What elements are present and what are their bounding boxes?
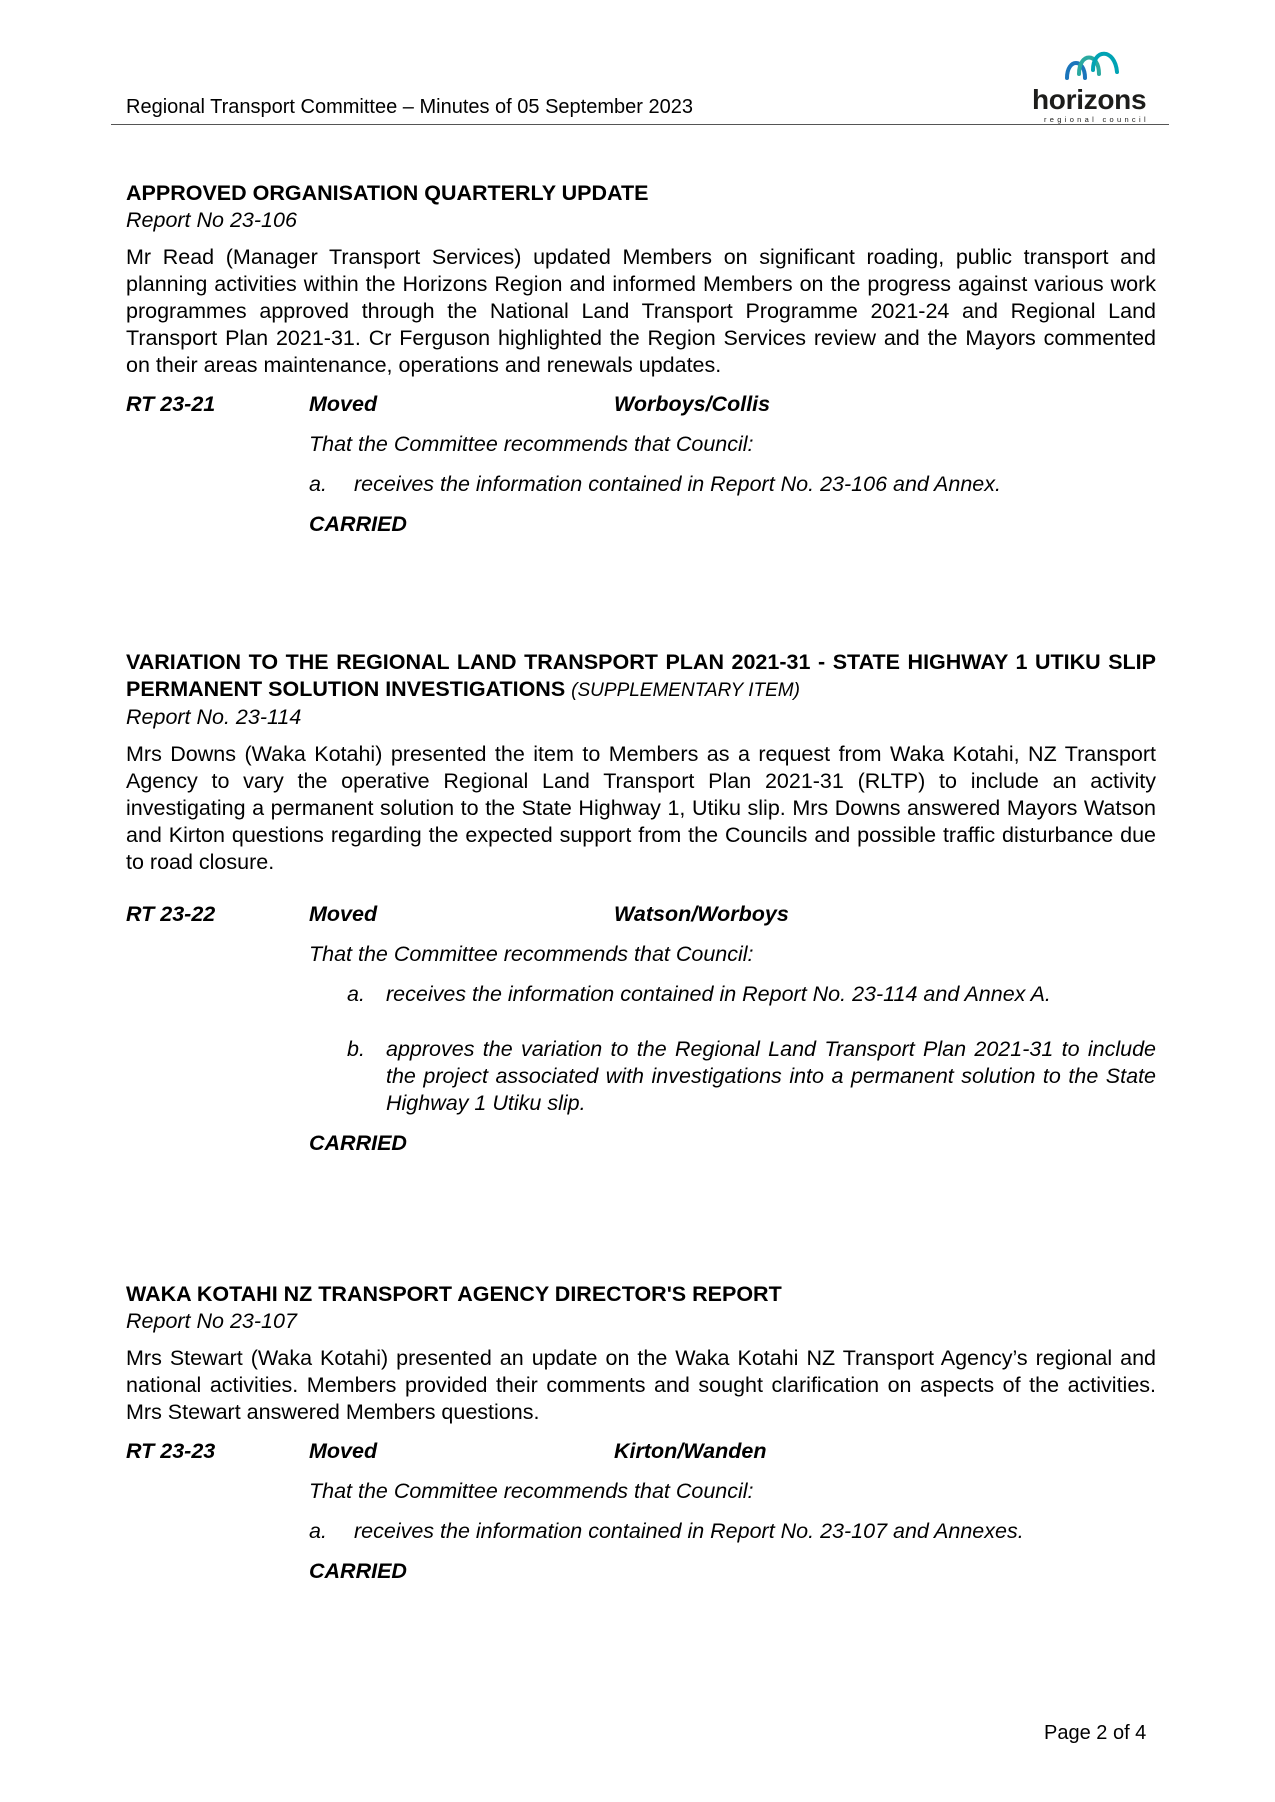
section-paragraph: Mrs Stewart (Waka Kotahi) presented an update on the Waka Kotahi NZ Transport Agency’s regional and national activities. Members provided their comments and sought clarification on aspects of the activities. Mrs Stewart answered Members questions.: [126, 1346, 1156, 1424]
section-heading: [126, 649, 1156, 704]
motion-row: [126, 391, 1156, 418]
section-paragraph: Mrs Downs (Waka Kotahi) presented the item to Members as a request from Waka Kotahi, NZ Transport Agency to vary the operative Regional Land Transport Plan 2021-31 (RLTP) to include an activity investigating a permanent solution to the State Highway 1, Utiku slip. Mrs Downs answered Mayors Watson and Kirton questions regarding the expected support from the Councils and possible traffic disturbance due to road closure.: [126, 742, 1156, 874]
page-number: Page 2 of 4: [1044, 1722, 1147, 1744]
motion-recommendation: That the Committee recommends that Council:: [309, 432, 754, 456]
header-title: Regional Transport Committee – Minutes of 05 September 2023: [126, 96, 693, 118]
section-waka-kotahi-report: [126, 1281, 1156, 1585]
motion-item-text: receives the information contained in Report No. 23-114 and Annex A.: [386, 982, 1051, 1006]
report-number: Report No. 23-114: [126, 705, 302, 729]
section-approved-organisation-update: [126, 180, 1156, 538]
motion-item-text: approves the variation to the Regional Land Transport Plan 2021-31 to include the project associated with investigations into a permanent solution to the State Highway 1 Utiku slip.: [386, 1037, 1156, 1115]
motion-item-label: b.: [347, 1037, 365, 1061]
horizons-logo: [1030, 46, 1160, 124]
motion-result: CARRIED: [309, 1559, 407, 1583]
section-heading: WAKA KOTAHI NZ TRANSPORT AGENCY DIRECTOR'S REPORT: [126, 1282, 782, 1306]
motion-item-label: a.: [347, 982, 365, 1006]
motion-item-text: receives the information contained in Report No. 23-106 and Annex.: [354, 472, 1001, 496]
section-paragraph: Mr Read (Manager Transport Services) updated Members on significant roading, public transport and planning activities within the Horizons Region and informed Members on the progress against various work programmes approved through the National Land Transport Programme 2021-24 and Regional Land Transport Plan 2021-31. Cr Ferguson highlighted the Region Services review and the Mayors commented on their areas maintenance, operations and renewals updates.: [126, 245, 1156, 377]
section-heading-text: VARIATION TO THE REGIONAL LAND TRANSPORT PLAN 2021-31 - STATE HIGHWAY 1 UTIKU SLIP PERMANENT SOLUTION INVESTIGATIONS: [126, 650, 1156, 701]
logo-wordmark: horizons: [1032, 84, 1147, 115]
motion-moved-label: Moved: [309, 902, 378, 926]
motion-number: RT 23-21: [126, 392, 216, 416]
motion-item: [309, 1518, 1156, 1545]
motion-row: [126, 1438, 1156, 1465]
motion-item-text: receives the information contained in Report No. 23-107 and Annexes.: [354, 1519, 1024, 1543]
motion-movers: Kirton/Wanden: [614, 1439, 767, 1463]
horizons-wave-icon: [1063, 46, 1123, 82]
motion-moved-label: Moved: [309, 1439, 378, 1463]
section-heading: APPROVED ORGANISATION QUARTERLY UPDATE: [126, 181, 649, 205]
motion-item-label: a.: [309, 1519, 327, 1543]
logo-subtitle: regional council: [1044, 115, 1149, 124]
motion-row: [126, 901, 1156, 928]
motion-movers: Watson/Worboys: [614, 902, 789, 926]
section-rltp-variation: [126, 649, 1156, 1157]
motion-item-label: a.: [309, 472, 327, 496]
motion-number: RT 23-22: [126, 902, 216, 926]
section-heading-suffix: (SUPPLEMENTARY ITEM): [571, 680, 800, 701]
motion-number: RT 23-23: [126, 1439, 216, 1463]
motion-recommendation: That the Committee recommends that Council:: [309, 942, 754, 966]
motion-moved-label: Moved: [309, 392, 378, 416]
header-divider: [111, 124, 1169, 125]
motion-item: [309, 1036, 1156, 1117]
report-number: Report No 23-107: [126, 1309, 297, 1333]
motion-movers: Worboys/Collis: [614, 392, 771, 416]
motion-item: [309, 981, 1156, 1008]
motion-result: CARRIED: [309, 512, 407, 536]
motion-recommendation: That the Committee recommends that Council:: [309, 1479, 754, 1503]
report-number: Report No 23-106: [126, 208, 297, 232]
motion-result: CARRIED: [309, 1131, 407, 1155]
motion-item: [309, 471, 1156, 498]
